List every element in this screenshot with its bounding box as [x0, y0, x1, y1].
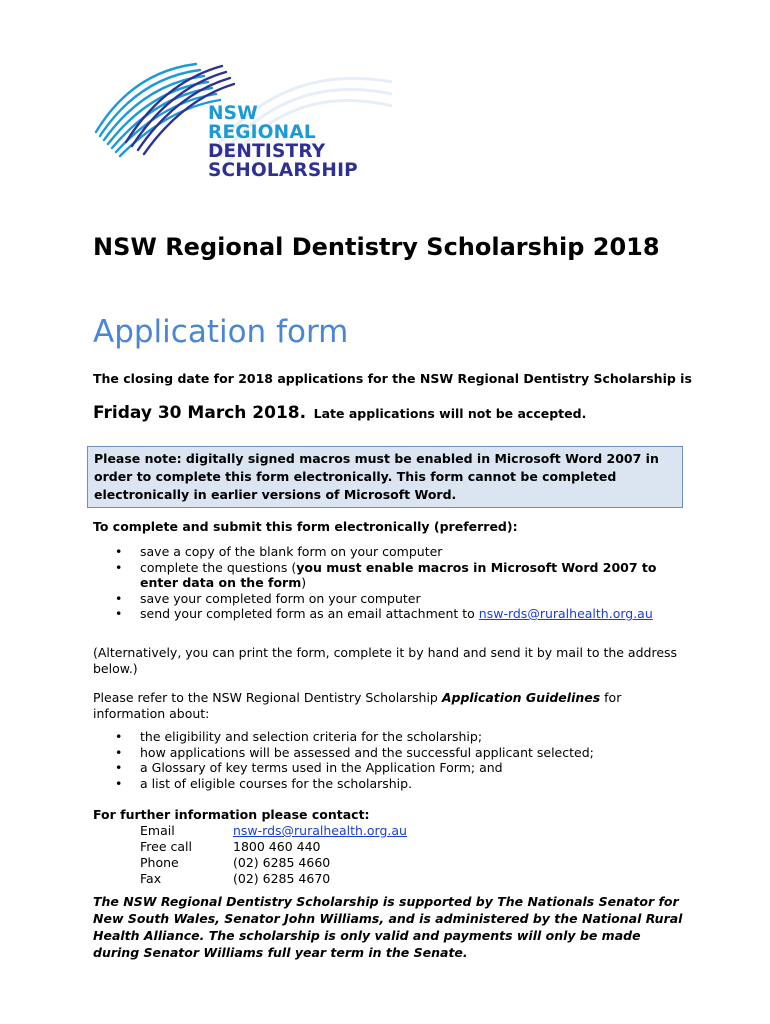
list-item — [115, 606, 675, 622]
list-item-text: save your completed form on your computer — [140, 590, 421, 606]
freecall-label: Free call — [140, 839, 192, 854]
list-item: • the eligibility and selection criteria for the scholarship; — [115, 729, 675, 745]
macro-note-box: Please note: digitally signed macros must be enabled in Microsoft Word 2007 in order to complete this form electronically. This form cannot be completed electronically in earlier versions of Microsoft Word. — [87, 446, 683, 508]
sponsorship-footer: The NSW Regional Dentistry Scholarship is supported by The Nationals Senator for New South Wales, Senator John Williams, and is administered by the National Rural Health Alliance. The scholarship is only valid and payments will only be made during Senator Williams full year term in the Senate. — [93, 894, 683, 960]
contact-table — [140, 823, 407, 887]
phone-value: (02) 6285 4660 — [233, 855, 331, 870]
freecall-value: 1800 460 440 — [233, 839, 321, 854]
guidelines-title: Application Guidelines — [441, 690, 601, 705]
logo-wordmark — [208, 104, 358, 180]
list-item-text: complete the questions ( — [140, 559, 297, 575]
list-item — [115, 544, 675, 560]
macro-warning-text: you must enable macros in Microsoft Word 2007 to enter data on the form — [140, 559, 657, 590]
list-item-text: save a copy of the blank form on your computer — [140, 544, 443, 559]
list-item: • how applications will be assessed and the successful applicant selected; — [115, 745, 675, 761]
refer-text: for information about: — [93, 690, 622, 721]
contact-email-link[interactable]: nsw-rds@ruralhealth.org.au — [233, 823, 407, 838]
page-title: NSW Regional Dentistry Scholarship 2018 — [93, 233, 660, 261]
logo-line-nsw: NSW — [208, 103, 258, 124]
alternative-paragraph: (Alternatively, you can print the form, complete it by hand and send it by mail to the address below.) — [93, 645, 678, 676]
email-label: Email — [140, 823, 175, 838]
email-link[interactable]: nsw-rds@ruralhealth.org.au — [478, 606, 653, 621]
logo-line-scholarship: SCHOLARSHIP — [208, 160, 358, 181]
closing-date-value: Friday 30 March 2018. — [93, 403, 307, 423]
late-applications-note: Late applications will not be accepted. — [313, 406, 587, 421]
list-item — [115, 591, 675, 607]
submit-steps-list — [115, 544, 675, 622]
list-item: • a list of eligible courses for the scholarship. — [115, 776, 675, 792]
refer-paragraph — [93, 690, 683, 722]
page-subtitle: Application form — [93, 314, 349, 350]
refer-text: Please refer to the NSW Regional Dentistry Scholarship — [93, 690, 442, 705]
phone-label: Phone — [140, 855, 179, 870]
logo-line-regional: REGIONAL — [208, 122, 316, 143]
list-item: • a Glossary of key terms used in the Application Form; and — [115, 760, 675, 776]
fax-label: Fax — [140, 871, 162, 886]
closing-date-intro: The closing date for 2018 applications for the NSW Regional Dentistry Scholarship is — [93, 371, 692, 386]
list-item-text: ) — [301, 575, 307, 590]
list-item — [115, 560, 675, 591]
submit-heading: To complete and submit this form electronically (preferred): — [93, 519, 518, 534]
list-item-text: send your completed form as an email attachment to — [140, 606, 479, 621]
fax-value: (02) 6285 4670 — [233, 871, 331, 886]
contact-row-phone — [140, 855, 407, 871]
contact-row-email — [140, 823, 407, 839]
logo-line-dentistry: DENTISTRY — [208, 141, 326, 162]
contact-row-fax — [140, 871, 407, 887]
contact-heading: For further information please contact: — [93, 807, 370, 822]
guidelines-list — [115, 729, 675, 791]
contact-row-freecall — [140, 839, 407, 855]
closing-date-line — [93, 403, 586, 423]
